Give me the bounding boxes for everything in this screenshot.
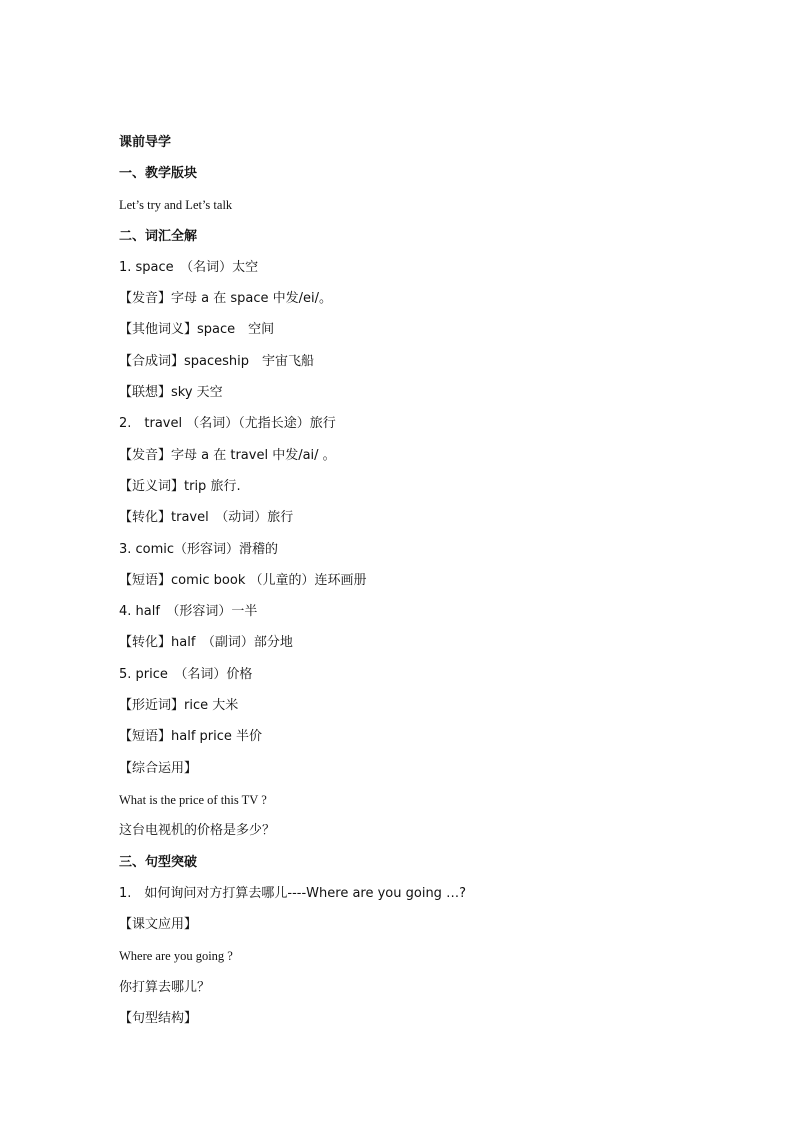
document-line: 你打算去哪儿？ [119, 979, 211, 995]
document-line: 【短语】comic book （儿童的）连环画册 [119, 572, 367, 588]
document-line: 5. price （名词）价格 [119, 666, 253, 682]
document-line: 2. travel （名词）（尤指长途）旅行 [119, 416, 336, 432]
document-line: What is the price of this TV ? [119, 792, 267, 807]
document-line: Let’s try and Let’s talk [119, 198, 233, 213]
document-line: 【句型结构】 [119, 1011, 198, 1027]
document-line: 4. half （形容词）一半 [119, 604, 258, 620]
document-line: 3. comic（形容词）滑稽的 [119, 541, 279, 557]
document-title: 课前导学 [119, 135, 172, 150]
document-line: 【课文应用】 [119, 917, 198, 933]
document-line: 【发音】字母 a 在 space 中发/ei/。 [119, 291, 333, 307]
document-body [119, 132, 719, 1040]
document-line: 1. 如何询问对方打算去哪儿----Where are you going …? [119, 885, 466, 901]
document-line: 【短语】half price 半价 [119, 729, 263, 745]
document-line: 【形近词】rice 大米 [119, 698, 239, 714]
document-line: 【联想】sky 天空 [119, 385, 223, 401]
document-lines [119, 164, 719, 1029]
document-line: 【转化】travel （动词）旅行 [119, 510, 294, 526]
document-line: 三、句型突破 [119, 854, 198, 870]
document-line: 【发音】字母 a 在 travel 中发/ai/ 。 [119, 447, 336, 463]
document-line: 1. space （名词）太空 [119, 259, 259, 275]
document-line: 【转化】half （副词）部分地 [119, 635, 293, 651]
document-line: Where are you going ? [119, 949, 233, 964]
document-line: 【综合运用】 [119, 760, 198, 776]
document-line: 【其他词义】space 空间 [119, 322, 275, 338]
document-line: 二、词汇全解 [119, 228, 198, 244]
document-line: 一、教学版块 [119, 166, 198, 181]
document-line: 【近义词】trip 旅行. [119, 478, 241, 494]
document-line: 这台电视机的价格是多少？ [119, 823, 276, 839]
document-line: 【合成词】spaceship 宇宙飞船 [119, 353, 315, 369]
